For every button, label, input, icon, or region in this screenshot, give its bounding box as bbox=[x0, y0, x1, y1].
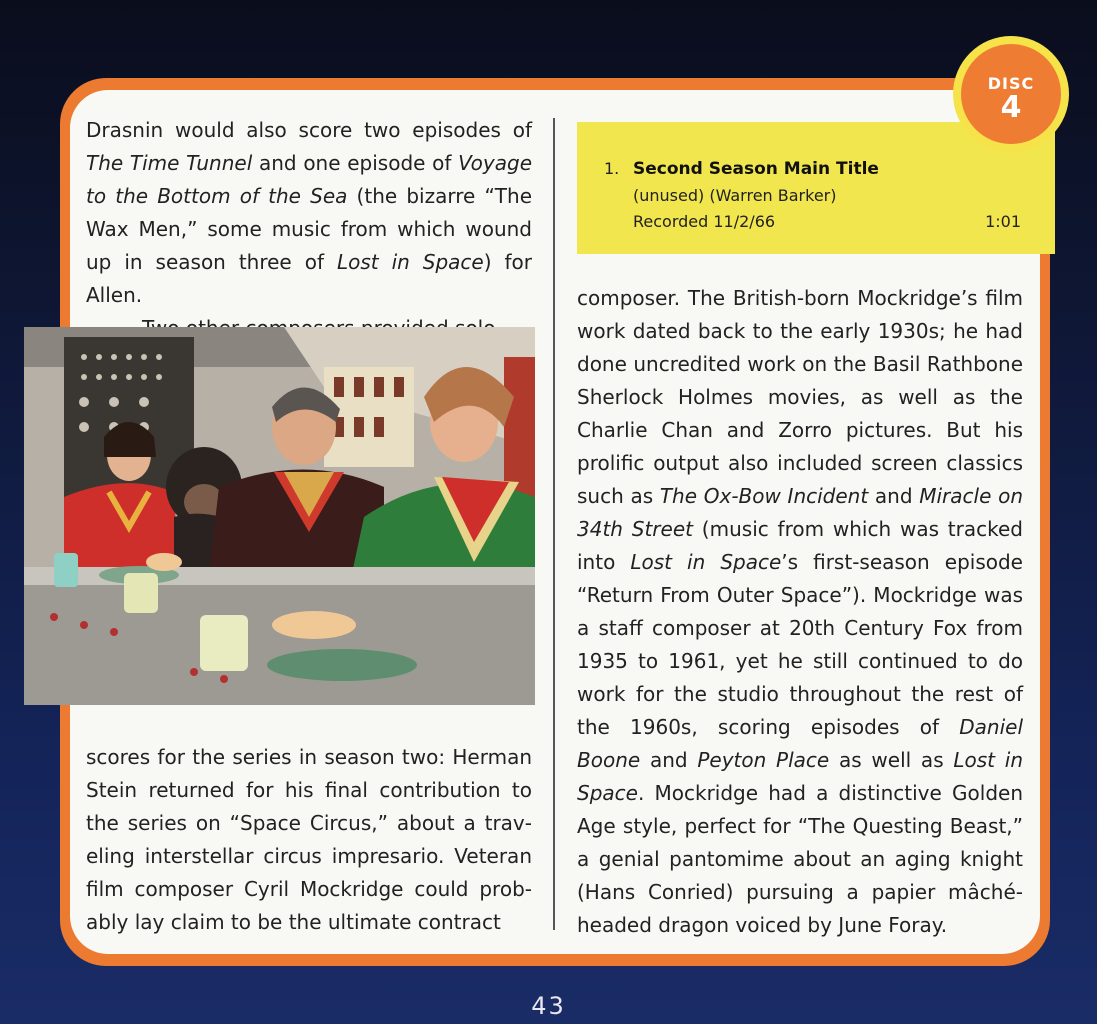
right-text-run: . Mockridge had a distinctive Golden Age style, perfect for “The Questing Beast,” a genial pantomime about an aging knight (Hans Conried) pursuing a papier mâché-headed dragon voiced by June Foray. bbox=[577, 781, 1023, 937]
left-top-text-run: Drasnin would also score two episodes of bbox=[86, 118, 532, 142]
track-title: Second Season Main Title bbox=[633, 159, 879, 179]
column-divider bbox=[553, 118, 555, 930]
right-text-run: composer. The British-born Mockridge’s film work dated back to the early 1930s; he had done uncredited work on the Basil Rathbone Sherlock Holmes movies, as well as the Charlie Chan and Zorro pictures. But his prolific output also included screen classics such as bbox=[577, 286, 1023, 508]
right-text-run: Lost in Space bbox=[577, 748, 1024, 805]
left-top-text-run: and one episode of bbox=[252, 151, 459, 175]
track-number: 1. bbox=[604, 159, 620, 178]
right-text-run: ’s first-season episode “Return From Outer Space”). Mockridge was a staff composer at 20th Century Fox from 1935 to 1961, yet he still continued to do work for the studio throughout the rest of the 1960s, scoring episodes of bbox=[577, 550, 1023, 739]
left-top-text-run: (the bizarre “The Wax Men,” some music from which wound up in season three of bbox=[86, 184, 532, 274]
disc-badge bbox=[953, 36, 1069, 152]
track-duration: 1:01 bbox=[985, 212, 1021, 231]
track-recorded-date: Recorded 11/2/66 bbox=[633, 212, 776, 231]
left-top-text-run: Voyage to the Bottom of the Sea bbox=[86, 151, 532, 208]
dinner-scene-image bbox=[24, 327, 535, 705]
disc-number: 4 bbox=[1000, 90, 1022, 125]
right-text-run: and bbox=[640, 748, 698, 772]
track-credits: (unused) (Warren Barker) bbox=[633, 186, 837, 205]
right-text-run: and bbox=[868, 484, 920, 508]
paragraph-mockridge bbox=[577, 282, 1023, 942]
paragraph-drasnin bbox=[86, 114, 532, 312]
right-text-run: Daniel Boone bbox=[577, 715, 1023, 772]
left-top-text-run: The Time Tunnel bbox=[86, 151, 253, 175]
left-top-text-run: ) for Allen. bbox=[86, 250, 532, 307]
left-top-text-run: Lost in Space bbox=[336, 250, 484, 274]
right-text-run: Peyton Place bbox=[697, 748, 830, 772]
right-text-run: Lost in Space bbox=[630, 550, 782, 574]
paragraph-scores-season-two: scores for the series in season two: Herman Stein returned for his final contribution to the series on “Space Circus,” about a traveling interstellar circus impresario. Veteran film composer Cyril Mockridge could probably lay claim to be the ultimate contract bbox=[86, 745, 532, 934]
page-number: 43 bbox=[531, 992, 566, 1020]
right-text-run: (music from which was tracked into bbox=[577, 517, 1023, 574]
left-column-top-text bbox=[86, 114, 532, 345]
lost-in-space-photo bbox=[24, 327, 535, 705]
right-column-text bbox=[577, 282, 1023, 942]
disc-badge-inner bbox=[961, 44, 1061, 144]
disc-label: DISC bbox=[987, 74, 1035, 93]
right-text-run: The Ox-Bow Incident bbox=[659, 484, 869, 508]
left-column-bottom-text bbox=[86, 741, 532, 939]
right-text-run: Miracle on 34th Street bbox=[577, 484, 1023, 541]
right-text-run: as well as bbox=[829, 748, 954, 772]
